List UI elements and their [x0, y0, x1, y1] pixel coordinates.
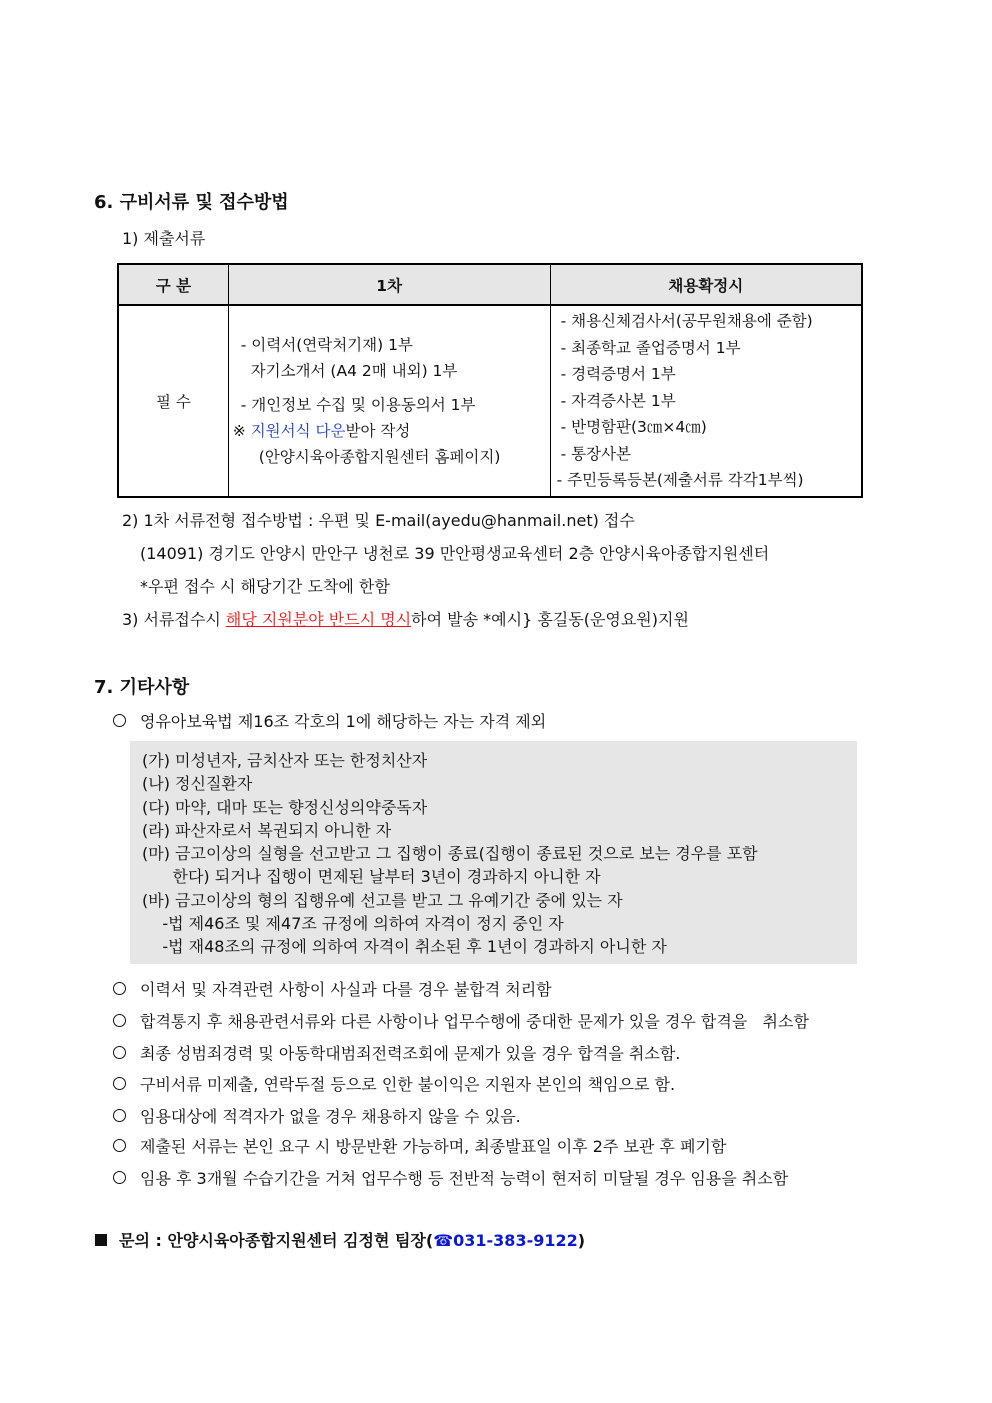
list-item: 한다) 되거나 집행이 면제된 날부터 3년이 경과하지 아니한 자 [142, 867, 601, 886]
contact-label: 문의 : 안양시육아종합지원센터 김정현 팀장( [119, 1231, 434, 1250]
list-item: (가) 미성년자, 금치산자 또는 한정치산자 [142, 751, 428, 770]
list-item: - 주민등록등본(제출서류 각각1부씩) [556, 471, 804, 489]
list-item [113, 1134, 726, 1157]
circle-bullet-icon [113, 1077, 126, 1090]
intro-text: 영유아보육법 제16조 각호의 1에 해당하는 자는 자격 제외 [140, 712, 547, 731]
first-round-docs [228, 305, 550, 497]
item-text: 합격통지 후 채용관련서류와 다른 사항이나 업무수행에 중대한 문제가 있을 경우 합격을 취소함 [140, 1012, 809, 1031]
list-item: -법 제46조 및 제47조 규정에 의하여 자격이 정지 중인 자 [142, 914, 564, 933]
contact-close: ) [577, 1231, 586, 1250]
circle-bullet-icon [113, 982, 126, 995]
list-item [113, 977, 552, 1000]
list-item [113, 1041, 680, 1064]
list-item [113, 1072, 675, 1095]
item-text: 구비서류 미제출, 연락두절 등으로 인한 불이익은 지원자 본인의 책임으로 함. [140, 1075, 676, 1094]
header-final-hire: 채용확정시 [550, 264, 862, 305]
list-item: - 경력증명서 1부 [560, 365, 676, 383]
list-item: - 통장사본 [560, 444, 631, 463]
list-item: 자기소개서 (A4 2매 내외) 1부 [240, 361, 458, 380]
item-text: 제출된 서류는 본인 요구 시 방문반환 가능하며, 최종발표일 이후 2주 보관 후 폐기함 [140, 1137, 727, 1156]
list-item [113, 1009, 809, 1032]
square-bullet-icon [95, 1234, 107, 1246]
circle-bullet-icon [113, 1171, 126, 1184]
note-part-1: 3) 서류접수시 [122, 610, 226, 629]
list-item: - 자격증사본 1부 [560, 391, 676, 410]
list-item: (바) 금고이상의 형의 집행유예 선고를 받고 그 유예기간 중에 있는 자 [142, 891, 623, 910]
section-7-title: 7. 기타사항 [94, 677, 190, 698]
list-item: - 최종학교 졸업증명서 1부 [560, 338, 741, 357]
item-text: 임용대상에 적격자가 없을 경우 채용하지 않을 수 있음. [140, 1107, 521, 1126]
list-item: - 이력서(연락처기재) 1부 [240, 335, 413, 354]
contact-phone[interactable]: ☎031-383-9122 [433, 1231, 578, 1250]
field-specify-note [122, 607, 689, 630]
disqualification-intro [113, 709, 546, 732]
list-item: (마) 금고이상의 실형을 선고받고 그 집행이 종료(집행이 종료된 것으로 보는 경우를 포함 [142, 844, 758, 863]
item-text: 최종 성범죄경력 및 아동학대범죄전력조회에 문제가 있을 경우 합격을 취소함. [140, 1044, 681, 1063]
mailing-address: (14091) 경기도 안양시 만안구 냉천로 39 만안평생교육센터 2층 안양시육아종합지원센터 [140, 544, 770, 563]
note-rest: 받아 작성 [345, 421, 411, 440]
form-download-link[interactable]: 지원서식 다운 [250, 421, 346, 440]
submission-docs-subtitle: 1) 제출서류 [122, 229, 206, 248]
row-label-required: 필 수 [118, 305, 228, 497]
list-item [113, 1104, 521, 1127]
table-row [118, 305, 862, 497]
note-highlight: 해당 지원분야 반드시 명시 [225, 610, 412, 629]
table-header-row [118, 264, 862, 305]
list-item: (다) 마약, 대마 또는 향정신성의약중독자 [142, 798, 428, 817]
header-category: 구 분 [118, 264, 228, 305]
list-item: - 반명함판(3㎝×4㎝) [560, 418, 707, 436]
circle-bullet-icon [113, 1014, 126, 1027]
contact-line [95, 1228, 585, 1251]
item-text: 이력서 및 자격관련 사항이 사실과 다를 경우 불합격 처리함 [140, 980, 552, 999]
list-item: -법 재48조의 규정에 의하여 자격이 취소된 후 1년이 경과하지 아니한 자 [142, 937, 667, 956]
circle-bullet-icon [113, 1046, 126, 1059]
mail-note: *우편 접수 시 해당기간 도착에 한함 [140, 577, 390, 596]
circle-bullet-icon [113, 1139, 126, 1152]
note-homepage: (안양시육아종합지원센터 홈페이지) [258, 447, 501, 466]
section-6-title: 6. 구비서류 및 접수방법 [94, 192, 289, 213]
circle-bullet-icon [113, 714, 126, 727]
note-mark: ※ [232, 421, 251, 440]
final-hire-docs [550, 305, 862, 497]
note-part-2: 하여 발송 *예시} 홍길동(운영요원)지원 [411, 610, 689, 629]
header-first-round: 1차 [228, 264, 550, 305]
application-method: 2) 1차 서류전형 접수방법 : 우편 및 E-mail(ayedu@hanmail.net) 접수 [122, 511, 635, 530]
list-item: (나) 정신질환자 [142, 774, 253, 793]
documents-table [117, 263, 863, 498]
list-item: (라) 파산자로서 복권되지 아니한 자 [142, 821, 392, 840]
disqualification-box [130, 741, 857, 964]
item-text: 임용 후 3개월 수습기간을 거쳐 업무수행 등 전반적 능력이 현저히 미달될 경우 임용을 취소함 [140, 1169, 789, 1188]
download-note [233, 418, 550, 444]
list-item: - 개인정보 수집 및 이용동의서 1부 [240, 395, 476, 414]
list-item [113, 1166, 788, 1189]
circle-bullet-icon [113, 1109, 126, 1122]
list-item: - 채용신체검사서(공무원채용에 준함) [560, 312, 813, 330]
